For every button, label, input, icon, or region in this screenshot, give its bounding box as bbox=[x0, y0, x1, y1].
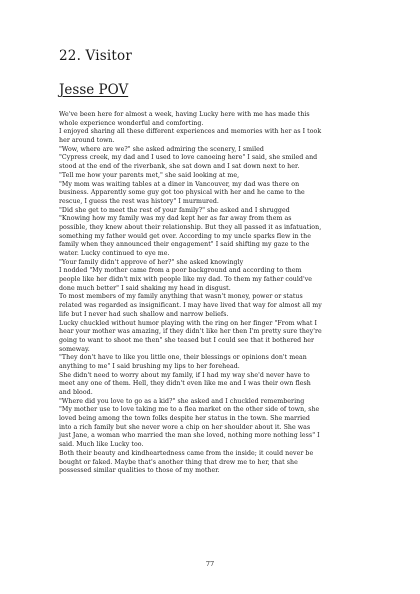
text-line: something my father would get over. According to my uncle sparks flew in the bbox=[59, 232, 311, 240]
chapter-title: 22. Visitor bbox=[59, 48, 133, 64]
text-line: family when they announced their engagement" I said shifting my gaze to the bbox=[59, 241, 310, 249]
text-line: "Knowing how my family was my dad kept her as far away from them as bbox=[59, 215, 292, 223]
text-line: someway. bbox=[59, 345, 90, 353]
text-line: possessed similar qualities to those of my mother. bbox=[59, 467, 220, 475]
text-line: "Wow, where are we?" she asked admiring the scenery, I smiled bbox=[59, 145, 264, 153]
text-line: and blood. bbox=[59, 389, 93, 396]
text-line: loved being among the town folks despite her status in the town. She married bbox=[59, 415, 310, 423]
text-line: To most members of my family anything that wasn't money, power or status bbox=[59, 293, 303, 301]
text-line: possible, they knew about their relationship. But they all passed it as infatuation, bbox=[59, 223, 322, 231]
text-line: just Jane, a woman who married the man she loved, nothing more nothing less" I bbox=[59, 432, 320, 440]
text-line: related was regarded as insignificant. I may have lived that way for almost all my bbox=[59, 302, 322, 310]
text-line: "My mom was waiting tables at a diner in Vancouver, my dad was there on bbox=[59, 180, 300, 188]
text-line: said. Much like Lucky too. bbox=[59, 441, 144, 449]
text-line: whole experience wonderful and comforting. bbox=[59, 119, 204, 127]
text-line: "Where did you love to go as a kid?" she asked and I chuckled remembering bbox=[59, 397, 305, 405]
body-text bbox=[59, 111, 362, 476]
text-line: "Cypress creek, my dad and I used to love canoeing here" I said, she smiled and bbox=[59, 154, 318, 162]
text-line: I enjoyed sharing all these different experiences and memories with her as I took bbox=[59, 128, 322, 136]
text-line: I nodded "My mother came from a poor background and according to them bbox=[59, 267, 302, 275]
text-line: her around town. bbox=[59, 137, 115, 145]
text-line: hear your mother was amazing, if they didn't like her then I'm pretty sure they're bbox=[59, 328, 322, 336]
text-line: "Tell me how your parents met," she said looking at me, bbox=[59, 171, 240, 179]
text-line: people like her didn't mix with people like my dad. To them my father could've bbox=[59, 276, 313, 284]
page-number: 77 bbox=[205, 560, 215, 568]
text-line: into a rich family but she never wore a chip on her shoulder about it. She was bbox=[59, 423, 311, 431]
text-line: going to want to shoot me then" she teased but I could see that it bothered her bbox=[59, 336, 315, 344]
text-line: anything to me" I said brushing my lips to her forehead. bbox=[59, 362, 240, 370]
text-line: "Your family didn't approve of her?" she asked knowingly bbox=[59, 258, 244, 266]
text-line: water. Lucky continued to eye me. bbox=[59, 250, 170, 257]
text-line: stood at the end of the riverbank, she sat down and I sat down next to her. bbox=[59, 163, 300, 171]
text-line: "Did she get to meet the rest of your family?" she asked and I shrugged bbox=[59, 206, 290, 214]
text-line: Both their beauty and kindheartedness came from the inside; it could never be bbox=[59, 449, 314, 457]
text-line: bought or faked. Maybe that's another thing that drew me to her, that she bbox=[59, 458, 298, 466]
text-line: rescue, I guess the rest was history" I murmured. bbox=[59, 197, 219, 205]
text-line: "My mother use to love taking me to a flea market on the other side of town, she bbox=[59, 406, 320, 414]
section-title: Jesse POV bbox=[59, 82, 129, 98]
text-line: meet any one of them. Hell, they didn't even like me and I was their own flesh bbox=[59, 380, 311, 388]
text-line: Lucky chuckled without humor playing with the ring on her finger "From what I bbox=[59, 319, 318, 327]
text-line: We've been here for almost a week, having Lucky here with me has made this bbox=[59, 111, 310, 118]
text-line: She didn't need to worry about my family, if I had my way she'd never have to bbox=[59, 371, 310, 379]
text-line: "They don't have to like you little one, their blessings or opinions don't mean bbox=[59, 354, 307, 362]
text-line: done much better" I said shaking my head in disgust. bbox=[59, 284, 231, 292]
text-line: life but I never had such shallow and narrow beliefs. bbox=[59, 310, 229, 318]
text-line: business. Apparently some guy got too physical with her and he came to the bbox=[59, 189, 305, 197]
